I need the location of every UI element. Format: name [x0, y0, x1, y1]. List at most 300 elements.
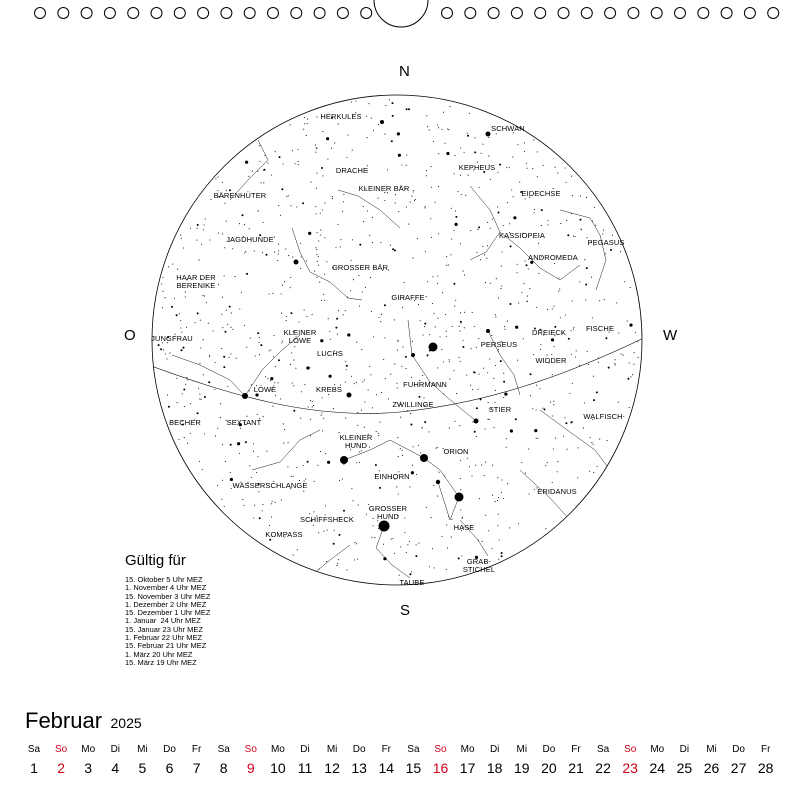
constellation-label-kompass: KOMPASS: [265, 530, 303, 539]
star: [304, 117, 305, 118]
star: [415, 199, 416, 200]
star: [504, 393, 507, 396]
star: [614, 359, 615, 360]
star: [350, 290, 351, 291]
star: [232, 248, 233, 249]
star: [366, 514, 367, 515]
star: [332, 196, 333, 197]
weekday-label: So: [624, 744, 637, 755]
star: [275, 366, 276, 367]
star: [515, 326, 518, 329]
star: [585, 299, 586, 300]
star: [501, 285, 502, 286]
star: [543, 165, 544, 166]
star: [592, 220, 593, 221]
star: [239, 308, 240, 309]
day-number: 16: [432, 760, 449, 776]
star: [533, 140, 534, 141]
star: [475, 372, 476, 373]
star: [162, 277, 163, 278]
star: [186, 377, 187, 378]
star: [336, 318, 338, 320]
star: [573, 327, 574, 328]
constellation-label-grabstichel: GRAB- STICHEL: [462, 557, 496, 574]
star: [199, 363, 200, 364]
star: [550, 402, 551, 403]
star: [321, 167, 323, 169]
star: [355, 100, 356, 101]
star: [590, 437, 591, 438]
star: [259, 354, 260, 355]
star: [438, 233, 439, 234]
star: [220, 403, 221, 404]
weekday-label: Fr: [571, 744, 581, 755]
star: [488, 156, 489, 157]
constellation-label-dreieck: DREIECK: [531, 328, 567, 337]
star: [162, 291, 163, 292]
star: [501, 479, 502, 480]
star: [488, 137, 489, 138]
star: [325, 505, 326, 506]
star: [411, 196, 412, 197]
star: [527, 301, 528, 302]
star: [407, 544, 408, 545]
star: [270, 349, 271, 350]
star: [351, 488, 352, 489]
star: [432, 548, 433, 549]
star: [608, 367, 610, 369]
star: [215, 178, 216, 179]
star: [430, 166, 431, 167]
star: [538, 243, 539, 244]
star: [506, 438, 507, 439]
star: [345, 418, 346, 419]
star: [474, 326, 475, 327]
star: [408, 224, 409, 225]
calendar-day-row: [0, 760, 800, 778]
star: [258, 491, 259, 492]
bright-star: [429, 343, 438, 352]
star: [467, 135, 469, 137]
star: [452, 326, 453, 327]
star: [497, 525, 498, 526]
star: [509, 527, 510, 528]
star: [392, 538, 393, 539]
star: [402, 455, 403, 456]
star: [390, 245, 391, 246]
star: [226, 221, 227, 222]
star: [511, 189, 512, 190]
star: [424, 323, 426, 325]
star: [412, 341, 413, 342]
star: [526, 264, 528, 266]
star: [314, 481, 315, 482]
star: [198, 388, 199, 389]
star: [563, 436, 564, 437]
star: [591, 277, 592, 278]
star: [409, 573, 411, 575]
star: [176, 314, 178, 316]
star: [499, 539, 500, 540]
star: [509, 223, 510, 224]
star: [200, 347, 201, 348]
star: [314, 271, 315, 272]
star: [498, 514, 499, 515]
star: [480, 259, 481, 260]
star: [568, 338, 570, 340]
star: [280, 398, 281, 399]
star: [315, 145, 316, 146]
star: [165, 297, 166, 298]
star: [267, 163, 268, 164]
star: [184, 406, 185, 407]
star: [272, 406, 273, 407]
day-number: 26: [703, 760, 720, 776]
constellation-label-schwan: SCHWAN: [491, 124, 525, 133]
star: [420, 320, 421, 321]
star: [394, 553, 395, 554]
star: [296, 467, 297, 468]
day-number: 23: [622, 760, 638, 776]
star: [464, 327, 465, 328]
star: [242, 214, 244, 216]
star: [583, 428, 584, 429]
star: [307, 123, 308, 124]
validity-entry: 15. März 19 Uhr MEZ: [125, 657, 197, 667]
star: [232, 329, 233, 330]
star: [257, 414, 258, 415]
star: [633, 364, 634, 365]
star: [529, 288, 530, 289]
star: [424, 326, 425, 327]
star: [321, 412, 322, 413]
star: [390, 374, 391, 375]
star: [327, 159, 328, 160]
star: [541, 225, 542, 226]
star: [389, 99, 390, 100]
star: [464, 312, 465, 313]
star: [313, 525, 314, 526]
star: [278, 205, 279, 206]
star: [270, 377, 273, 380]
day-number: 25: [676, 760, 693, 776]
star: [391, 140, 393, 142]
star: [456, 393, 457, 394]
star: [362, 381, 363, 382]
star: [475, 465, 476, 466]
star: [345, 310, 346, 311]
star: [303, 129, 304, 130]
star: [288, 195, 289, 196]
star: [181, 332, 182, 333]
star: [415, 555, 417, 557]
star: [455, 300, 456, 301]
star: [621, 354, 622, 355]
validity-entry: 15. Februar 21 Uhr MEZ: [125, 641, 207, 651]
star: [271, 517, 272, 518]
star: [308, 406, 309, 407]
star: [257, 332, 259, 334]
star: [225, 331, 227, 333]
star: [407, 410, 408, 411]
star: [484, 254, 485, 255]
star: [503, 498, 504, 499]
star: [230, 444, 232, 446]
day-number: 24: [649, 760, 666, 776]
star: [290, 277, 291, 278]
star: [339, 534, 341, 536]
star: [449, 361, 450, 362]
star: [230, 353, 231, 354]
star: [447, 128, 448, 129]
star: [534, 489, 535, 490]
star: [442, 536, 443, 537]
day-number: 9: [246, 760, 255, 776]
star: [434, 567, 435, 568]
star: [406, 108, 408, 110]
star: [359, 244, 361, 246]
star: [292, 383, 293, 384]
star: [451, 239, 452, 240]
star: [497, 172, 498, 173]
star: [436, 448, 437, 449]
star: [581, 228, 582, 229]
star: [553, 448, 554, 449]
bright-star: [242, 393, 248, 399]
star: [385, 378, 386, 379]
star: [222, 182, 223, 183]
star: [240, 428, 241, 429]
star: [612, 235, 613, 236]
constellation-label-kepheus: KEPHEUS: [458, 163, 496, 172]
day-number: 12: [324, 760, 340, 776]
star: [316, 173, 317, 174]
star: [245, 251, 246, 252]
star: [212, 330, 213, 331]
star: [406, 154, 407, 155]
star: [442, 292, 443, 293]
star: [357, 559, 358, 560]
star: [281, 499, 282, 500]
star: [304, 123, 305, 124]
star: [289, 124, 290, 125]
star: [547, 462, 548, 463]
star: [437, 447, 438, 448]
star: [506, 167, 507, 168]
star: [408, 108, 410, 110]
star: [230, 472, 231, 473]
star: [460, 243, 461, 244]
star: [599, 439, 600, 440]
weekday-label: Sa: [596, 744, 610, 755]
star: [635, 332, 636, 333]
star: [204, 224, 205, 225]
east-label: O: [124, 327, 136, 344]
star: [492, 218, 493, 219]
star: [278, 250, 279, 251]
weekday-label: Mo: [270, 744, 285, 755]
star: [224, 247, 225, 248]
star: [477, 252, 478, 253]
star: [180, 234, 181, 235]
star: [498, 497, 499, 498]
star: [616, 302, 617, 303]
star: [322, 131, 323, 132]
star: [418, 543, 419, 544]
star: [501, 552, 503, 554]
day-number: 20: [541, 760, 557, 776]
star: [443, 112, 444, 113]
star: [586, 197, 587, 198]
star: [460, 509, 461, 510]
star: [312, 401, 313, 402]
star: [365, 287, 366, 288]
star: [367, 137, 368, 138]
star: [359, 306, 360, 307]
validity-entry: 1. November 4 Uhr MEZ: [125, 583, 207, 593]
star: [474, 151, 476, 153]
weekday-label: Mi: [137, 744, 148, 755]
star: [316, 147, 317, 148]
star: [580, 196, 581, 197]
star: [262, 510, 263, 511]
star: [272, 501, 273, 502]
star: [163, 349, 164, 350]
star: [254, 505, 255, 506]
star: [501, 266, 502, 267]
star: [492, 495, 493, 496]
validity-entry: 1. Februar 22 Uhr MEZ: [125, 633, 203, 643]
star: [474, 431, 476, 433]
star: [454, 173, 455, 174]
star: [427, 354, 429, 356]
star: [388, 270, 389, 271]
star: [197, 224, 199, 226]
star: [577, 447, 578, 448]
star: [271, 503, 272, 504]
star: [540, 344, 541, 345]
constellation-label-walfisch: WALFISCH: [583, 412, 623, 421]
star: [400, 448, 401, 449]
star: [593, 376, 594, 377]
star: [223, 356, 225, 358]
star: [637, 341, 638, 342]
star: [325, 453, 326, 454]
star: [326, 561, 327, 562]
star: [199, 260, 200, 261]
star: [391, 539, 392, 540]
star: [324, 203, 325, 204]
star: [286, 320, 287, 321]
star: [433, 485, 434, 486]
star: [316, 213, 317, 214]
star: [551, 354, 552, 355]
star: [353, 279, 354, 280]
star: [431, 237, 432, 238]
star: [227, 324, 228, 325]
star: [326, 137, 329, 140]
star: [197, 228, 198, 229]
star: [498, 351, 499, 352]
star: [438, 472, 439, 473]
star: [259, 337, 260, 338]
star: [201, 244, 202, 245]
star: [380, 242, 381, 243]
star: [416, 474, 417, 475]
star: [426, 507, 427, 508]
star: [460, 321, 462, 323]
star: [195, 322, 196, 323]
validity-entry: 15. Dezember 1 Uhr MEZ: [125, 608, 211, 618]
weekday-label: Fr: [381, 744, 392, 755]
star: [270, 380, 271, 381]
star: [468, 175, 469, 176]
star: [398, 493, 399, 494]
weekday-label: Mi: [706, 744, 717, 755]
star: [318, 256, 319, 257]
star: [381, 314, 382, 315]
star: [460, 361, 461, 362]
star: [340, 246, 341, 247]
star: [215, 362, 216, 363]
star: [346, 365, 348, 367]
star: [361, 450, 362, 451]
star: [497, 206, 498, 207]
star: [412, 258, 413, 259]
star: [180, 320, 181, 321]
star: [254, 250, 255, 251]
star: [443, 393, 444, 394]
star: [575, 236, 576, 237]
star: [437, 275, 438, 276]
star: [403, 346, 404, 347]
star: [560, 223, 561, 224]
star: [539, 388, 540, 389]
weekday-label: Di: [110, 744, 121, 755]
star: [591, 442, 592, 443]
star: [357, 412, 358, 413]
star: [607, 440, 608, 441]
weekday-label: Mi: [326, 744, 338, 755]
star: [322, 175, 323, 176]
star: [605, 337, 607, 339]
star: [281, 342, 282, 343]
constellation-label-fuhrmann: FUHRMANN: [403, 380, 447, 389]
star: [291, 476, 292, 477]
star: [209, 356, 210, 357]
weekday-label: Do: [163, 744, 176, 755]
star: [579, 281, 580, 282]
star: [530, 373, 532, 375]
star: [288, 442, 289, 443]
star: [443, 361, 444, 362]
star: [572, 300, 573, 301]
constellation-label-eidechse: EIDECHSE: [521, 189, 561, 198]
constellation-label-wasserschlange: WASSERSCHLANGE: [232, 481, 308, 490]
day-number: 5: [138, 760, 147, 776]
constellation-label-haar-der-berenike: HAAR DER BERENIKE: [176, 273, 216, 290]
star: [465, 195, 466, 196]
star: [323, 531, 324, 532]
star: [278, 244, 279, 245]
star: [168, 406, 170, 408]
star: [284, 429, 285, 430]
star: [632, 374, 633, 375]
star: [534, 212, 535, 213]
star: [185, 296, 186, 297]
star: [176, 378, 177, 379]
star: [269, 293, 270, 294]
